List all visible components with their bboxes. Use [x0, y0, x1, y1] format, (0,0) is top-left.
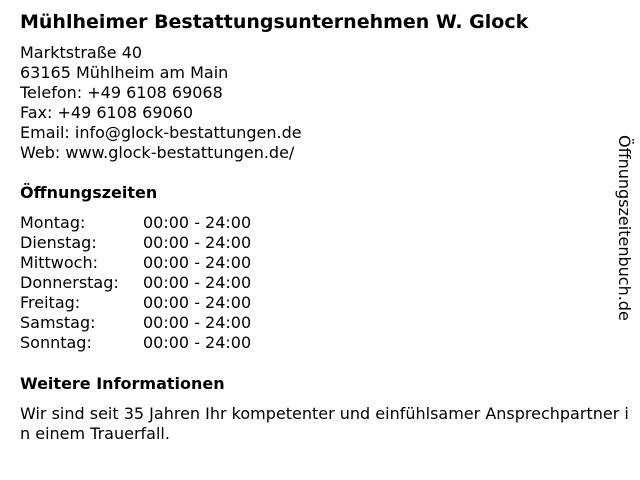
info-text: Wir sind seit 35 Jahren Ihr kompetenter und einfühlsamer Ansprechpartner in einem Trauerfall. [20, 404, 629, 443]
time-value: 00:00 - 24:00 [143, 253, 252, 272]
time-value: 00:00 - 24:00 [143, 233, 252, 252]
hours-row-friday [20, 293, 251, 313]
time-value: 00:00 - 24:00 [143, 213, 252, 232]
contact-block [20, 43, 302, 163]
phone-line: Telefon: +49 6108 69068 [20, 83, 223, 102]
hours-row-thursday [20, 273, 251, 293]
time-value: 00:00 - 24:00 [143, 273, 252, 292]
hours-row-wednesday [20, 253, 251, 273]
day-label: Dienstag: [20, 233, 97, 252]
hours-row-saturday [20, 313, 251, 333]
time-value: 00:00 - 24:00 [143, 333, 252, 352]
day-label: Sonntag: [20, 333, 92, 352]
day-label: Freitag: [20, 293, 81, 312]
opening-hours-list [20, 213, 251, 353]
day-label: Montag: [20, 213, 86, 232]
time-value: 00:00 - 24:00 [143, 313, 252, 332]
address-city: 63165 Mühlheim am Main [20, 63, 229, 82]
info-heading: Weitere Informationen [20, 374, 225, 393]
side-brand-label: Öffnungszeitenbuch.de [615, 135, 634, 321]
web-line: Web: www.glock-bestattungen.de/ [20, 143, 295, 162]
opening-hours-heading: Öffnungszeiten [20, 183, 158, 202]
day-label: Mittwoch: [20, 253, 98, 272]
fax-line: Fax: +49 6108 69060 [20, 103, 194, 122]
time-value: 00:00 - 24:00 [143, 293, 252, 312]
hours-row-monday [20, 213, 251, 233]
hours-row-sunday [20, 333, 251, 353]
day-label: Samstag: [20, 313, 96, 332]
address-street: Marktstraße 40 [20, 43, 143, 62]
email-line: Email: info@glock-bestattungen.de [20, 123, 302, 142]
company-name: Mühlheimer Bestattungsunternehmen W. Glock [20, 11, 529, 33]
day-label: Donnerstag: [20, 273, 119, 292]
hours-row-tuesday [20, 233, 251, 253]
